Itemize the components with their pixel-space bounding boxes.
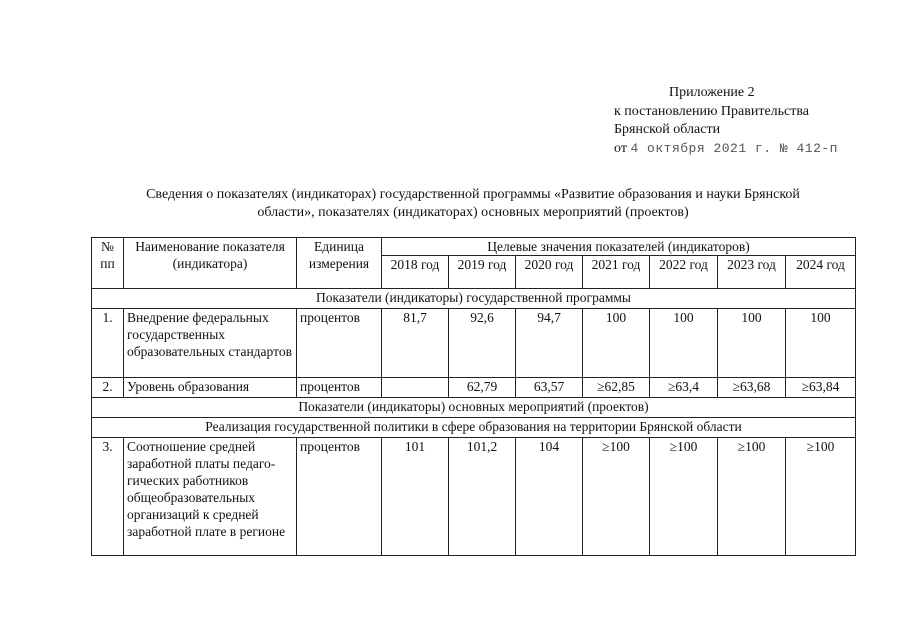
section-program-indicators: Показатели (индикаторы) государственной программы [92, 289, 856, 309]
section-row [92, 418, 856, 438]
appendix-title: Приложение 2 [669, 85, 755, 100]
value-cell: 62,79 [449, 378, 516, 398]
header-targets: Целевые значения показателей (индикаторов) [382, 238, 856, 256]
value-cell: ≥100 [786, 438, 856, 556]
table-row [92, 309, 856, 378]
header-row-1 [92, 238, 856, 256]
header-year: 2022 год [650, 256, 718, 289]
value-cell: 100 [786, 309, 856, 378]
appendix-block [614, 84, 838, 158]
value-cell: 104 [516, 438, 583, 556]
header-name: Наименование показателя (индикатора) [124, 238, 297, 289]
appendix-region: Брянской области [614, 122, 721, 137]
appendix-date-line [614, 140, 838, 159]
value-cell: 100 [718, 309, 786, 378]
header-num: № пп [92, 238, 124, 289]
value-cell [382, 378, 449, 398]
value-cell: 100 [650, 309, 718, 378]
header-year: 2021 год [583, 256, 650, 289]
row-number: 2. [92, 378, 124, 398]
section-row [92, 289, 856, 309]
value-cell: 101 [382, 438, 449, 556]
value-cell: ≥62,85 [583, 378, 650, 398]
value-cell: 92,6 [449, 309, 516, 378]
header-year: 2018 год [382, 256, 449, 289]
indicator-name: Внедрение федеральных государственных образовательных стандартов [124, 309, 297, 378]
indicators-table [91, 237, 856, 556]
appendix-date-prefix: от [614, 140, 627, 156]
header-year: 2023 год [718, 256, 786, 289]
value-cell: ≥100 [650, 438, 718, 556]
document-title-line-1: Сведения о показателях (индикаторах) государственной программы «Развитие образования и науки Брянской [146, 187, 800, 202]
row-number: 3. [92, 438, 124, 556]
indicator-unit: процентов [297, 309, 382, 378]
indicator-name: Соотношение средней заработной платы педаго-гических работников общеобразовательных организаций к средней заработной плате в регионе [124, 438, 297, 556]
value-cell: ≥63,4 [650, 378, 718, 398]
value-cell: ≥63,68 [718, 378, 786, 398]
indicator-unit: процентов [297, 378, 382, 398]
value-cell: ≥63,84 [786, 378, 856, 398]
appendix-date-stamp: 4 октября 2021 г. № 412-п [630, 140, 838, 156]
document-title-line-2: области», показателях (индикаторах) основных мероприятий (проектов) [257, 205, 689, 220]
indicator-unit: процентов [297, 438, 382, 556]
header-year: 2020 год [516, 256, 583, 289]
table-row [92, 438, 856, 556]
row-number: 1. [92, 309, 124, 378]
value-cell: ≥100 [718, 438, 786, 556]
section-activity-indicators: Показатели (индикаторы) основных мероприятий (проектов) [92, 398, 856, 418]
value-cell: 63,57 [516, 378, 583, 398]
value-cell: ≥100 [583, 438, 650, 556]
value-cell: 81,7 [382, 309, 449, 378]
section-state-policy: Реализация государственной политики в сфере образования на территории Брянской области [92, 418, 856, 438]
section-row [92, 398, 856, 418]
appendix-decree: к постановлению Правительства [614, 103, 810, 119]
indicator-name: Уровень образования [124, 378, 297, 398]
header-unit: Единица измерения [297, 238, 382, 289]
document-title [92, 186, 854, 222]
value-cell: 101,2 [449, 438, 516, 556]
table-row [92, 378, 856, 398]
header-year: 2024 год [786, 256, 856, 289]
header-year: 2019 год [449, 256, 516, 289]
value-cell: 94,7 [516, 309, 583, 378]
value-cell: 100 [583, 309, 650, 378]
